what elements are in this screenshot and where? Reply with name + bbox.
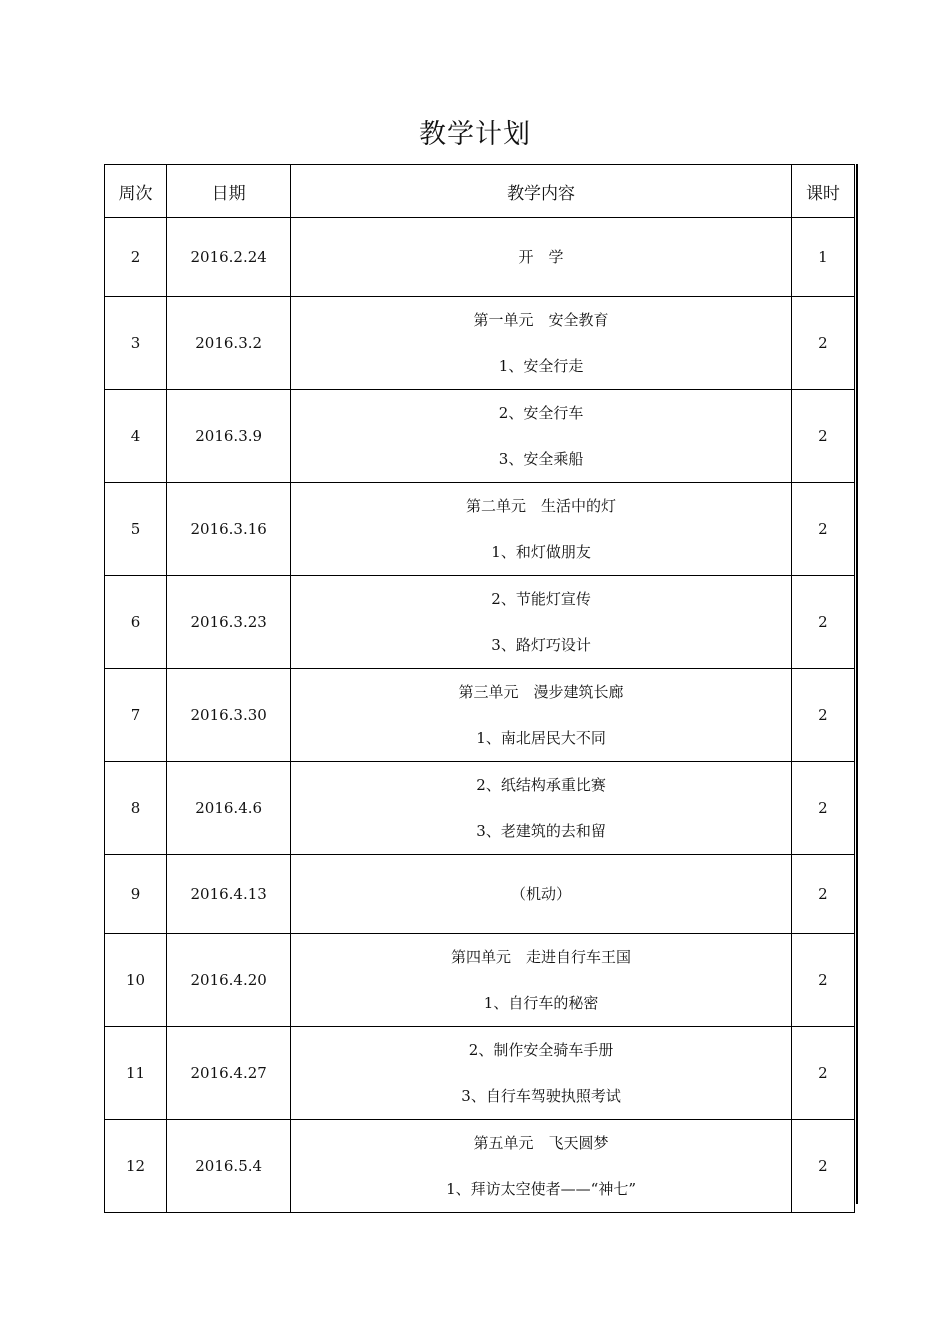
content-line: 1、自行车的秘密 [483,994,599,1012]
content-cell [291,1027,792,1120]
date-cell: 2016.2.24 [167,218,291,297]
hours-cell: 2 [791,1120,854,1213]
content-line: 3、安全乘船 [498,450,584,468]
week-cell: 4 [105,390,167,483]
week-cell: 2 [105,218,167,297]
table-header-row [105,165,855,218]
week-cell: 9 [105,855,167,934]
header-date: 日期 [167,165,291,218]
table-row [105,669,855,762]
hours-cell: 2 [791,855,854,934]
hours-cell: 2 [791,297,854,390]
content-line: 第一单元 安全教育 [473,311,609,329]
date-cell: 2016.3.16 [167,483,291,576]
content-line: 第四单元 走进自行车王国 [451,948,632,966]
table-right-edge [856,164,858,1204]
content-cell [291,934,792,1027]
week-cell: 11 [105,1027,167,1120]
hours-cell: 2 [791,1027,854,1120]
week-cell: 10 [105,934,167,1027]
table-row [105,855,855,934]
date-cell: 2016.5.4 [167,1120,291,1213]
table-row [105,576,855,669]
table-row [105,1120,855,1213]
content-line: 1、南北居民大不同 [476,729,606,747]
date-cell: 2016.4.27 [167,1027,291,1120]
content-line: （机动） [511,885,572,903]
content-cell [291,762,792,855]
date-cell: 2016.4.20 [167,934,291,1027]
content-line: 3、路灯巧设计 [491,636,591,654]
content-line: 2、制作安全骑车手册 [468,1041,614,1059]
content-line: 2、安全行车 [498,404,584,422]
week-cell: 7 [105,669,167,762]
date-cell: 2016.3.30 [167,669,291,762]
content-cell [291,1120,792,1213]
week-cell: 3 [105,297,167,390]
date-cell: 2016.3.23 [167,576,291,669]
table-row [105,934,855,1027]
table-row [105,483,855,576]
content-cell [291,390,792,483]
date-cell: 2016.4.6 [167,762,291,855]
header-content: 教学内容 [291,165,792,218]
content-line: 开 学 [518,248,564,266]
page-title: 教学计划 [419,119,531,150]
content-line: 2、节能灯宣传 [491,590,591,608]
week-cell: 6 [105,576,167,669]
content-line: 2、纸结构承重比赛 [476,776,606,794]
hours-cell: 2 [791,483,854,576]
hours-cell: 2 [791,390,854,483]
content-cell [291,297,792,390]
table-row [105,218,855,297]
content-line: 第二单元 生活中的灯 [466,497,617,515]
content-cell [291,855,792,934]
header-week: 周次 [105,165,167,218]
content-line: 第三单元 漫步建筑长廊 [458,683,624,701]
content-line: 1、和灯做朋友 [491,543,591,561]
teaching-plan-table [104,164,855,1213]
hours-cell: 2 [791,762,854,855]
content-cell [291,669,792,762]
table-row [105,1027,855,1120]
hours-cell: 2 [791,669,854,762]
content-line: 1、拜访太空使者——“神七” [446,1180,636,1198]
content-line: 第五单元 飞天圆梦 [473,1134,609,1152]
table-row [105,390,855,483]
date-cell: 2016.4.13 [167,855,291,934]
week-cell: 12 [105,1120,167,1213]
week-cell: 5 [105,483,167,576]
content-cell [291,218,792,297]
date-cell: 2016.3.9 [167,390,291,483]
content-line: 3、老建筑的去和留 [476,822,606,840]
content-line: 3、自行车驾驶执照考试 [461,1087,621,1105]
header-hours: 课时 [791,165,854,218]
hours-cell: 2 [791,576,854,669]
content-line: 1、安全行走 [498,357,584,375]
table-body [105,218,855,1213]
hours-cell: 1 [791,218,854,297]
hours-cell: 2 [791,934,854,1027]
content-cell [291,483,792,576]
date-cell: 2016.3.2 [167,297,291,390]
content-cell [291,576,792,669]
table-row [105,762,855,855]
table-row [105,297,855,390]
week-cell: 8 [105,762,167,855]
